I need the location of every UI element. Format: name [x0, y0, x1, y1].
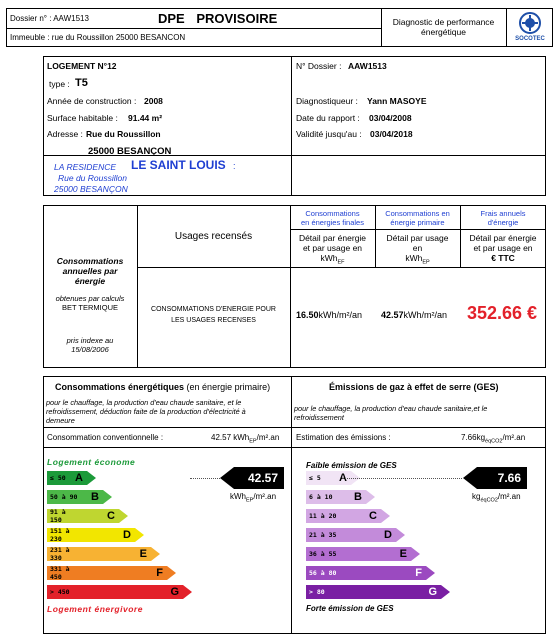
- ges-value-unit-rest: /m².an: [497, 492, 521, 501]
- logo-text: SOCOTEC: [515, 36, 545, 42]
- energie-bar-c: [47, 509, 119, 523]
- ges-range-b: 6 à 10: [309, 493, 333, 501]
- energie-bar-b: [47, 490, 103, 504]
- ges-bar-tip-b: [366, 490, 375, 504]
- energie-desc-1: pour le chauffage, la production d'eau chaude sanitaire, et le: [46, 398, 242, 407]
- ges-desc-1: pour le chauffage, la production d'eau chaude sanitaire,et le: [294, 404, 488, 413]
- energie-bar-tip-b: [103, 490, 112, 504]
- conso-left-title-1: Consommations: [56, 256, 124, 266]
- val-finales-num: 16.50: [296, 310, 319, 320]
- energie-value-leader: [190, 478, 220, 479]
- header-dossier: Dossier n° : AAW1513: [10, 14, 89, 23]
- col1-sub-3-sub: EF: [337, 259, 345, 266]
- col2-sub-3-sub: EP: [422, 259, 430, 266]
- energie-value-unit-main: kWh: [230, 492, 246, 501]
- ges-bar-tip-f: [426, 566, 435, 580]
- ges-bottom-label: Forte émission de GES: [306, 604, 394, 613]
- header-vdivider-2: [506, 8, 507, 47]
- usages-header: Usages recensés: [174, 231, 253, 242]
- col3-sub-2: et par usage en: [473, 243, 533, 253]
- ges-bar-e: [306, 547, 411, 561]
- energie-value-unit: [230, 492, 276, 504]
- val-finales: [296, 310, 362, 320]
- energie-bar-tip-a: [87, 471, 96, 485]
- ges-desc-2: refroidissement: [294, 413, 344, 422]
- residence-street: Rue du Roussillon: [58, 173, 127, 183]
- ges-range-g: > 80: [309, 588, 325, 596]
- ges-letter-e: E: [399, 548, 407, 560]
- col3-head-1: Frais annuels: [480, 209, 526, 218]
- conso-left-sub-2: BET TERMIQUE: [62, 303, 118, 312]
- ges-bar-tip-c: [381, 509, 390, 523]
- ges-top-label: Faible émission de GES: [306, 461, 397, 470]
- usages-text-1: CONSOMMATIONS D'ENERGIE POUR: [151, 306, 276, 313]
- ges-est-unit: /m².an: [502, 433, 526, 442]
- ges-range-e: 36 à 55: [309, 550, 337, 558]
- col2-sub-3-unit: kWh: [405, 253, 423, 263]
- col2-head-1: Consommations en: [385, 209, 450, 218]
- ges-bar-tip-g: [441, 585, 450, 599]
- val-primaire-unit: kWh/m²/an: [403, 310, 448, 320]
- energie-top-label: Logement économe: [47, 457, 136, 467]
- col3-sub-3: € TTC: [491, 253, 515, 263]
- type-label: type :: [49, 79, 70, 89]
- ges-letter-a: A: [339, 472, 347, 484]
- energie-bar-e: [47, 547, 151, 561]
- energie-range-d: 151 à 230: [50, 527, 70, 543]
- energie-bar-tip-d: [135, 528, 144, 542]
- col1-sub-3: [290, 253, 375, 266]
- ges-range-c: 11 à 20: [309, 512, 337, 520]
- energie-conv-value: [211, 433, 279, 445]
- energie-range-c: 91 à 150: [50, 508, 66, 524]
- col2-sub-1: Détail par usage: [386, 233, 449, 243]
- energie-bar-tip-g: [183, 585, 192, 599]
- energie-conv-sub: EP: [249, 438, 257, 445]
- col2-sub-2: en: [412, 243, 423, 253]
- header-title: DPE PROVISOIRE: [158, 11, 278, 26]
- energie-desc-3: demeure: [46, 416, 75, 425]
- ville: 25000 BESANÇON: [88, 146, 172, 157]
- conso-left-title-3: énergie: [74, 276, 106, 286]
- col1-sub-1: Détail par énergie: [298, 233, 367, 243]
- energie-range-e: 231 à 330: [50, 546, 70, 562]
- ges-value-unit-sub: éqCO2: [480, 497, 498, 504]
- dossier-label: N° Dossier :: [296, 61, 342, 71]
- diagnostiqueur-value: Yann MASOYE: [367, 96, 427, 106]
- ges-letter-f: F: [415, 567, 422, 579]
- dossier-value: AAW1513: [348, 61, 387, 71]
- energie-conv-unit: /m².an: [256, 433, 280, 442]
- energie-bar-a: [47, 471, 87, 485]
- ges-bar-c: [306, 509, 381, 523]
- labels-hdiv-2: [43, 447, 546, 448]
- labels-vdiv: [291, 376, 292, 634]
- energie-bar-f: [47, 566, 167, 580]
- energie-value-unit-rest: /m².an: [253, 492, 277, 501]
- energie-value-unit-sub: EP: [246, 497, 254, 504]
- ges-letter-g: G: [428, 586, 437, 598]
- energie-letter-e: E: [139, 548, 147, 560]
- energie-letter-d: D: [123, 529, 131, 541]
- energie-letter-a: A: [75, 472, 83, 484]
- header-diag-title-2: énergétique: [421, 27, 466, 37]
- energie-conv-num: 42.57 kWh: [211, 433, 250, 442]
- col1-head-2: en énergies finales: [301, 218, 364, 227]
- annee-label: Année de construction :: [47, 96, 137, 106]
- col2-sub-3: [375, 253, 460, 266]
- ges-title: Émissions de gaz à effet de serre (GES): [329, 382, 499, 392]
- ges-bar-d: [306, 528, 396, 542]
- energie-letter-c: C: [107, 510, 115, 522]
- energie-letter-f: F: [156, 567, 163, 579]
- energie-title: [55, 382, 270, 392]
- ges-letter-d: D: [384, 529, 392, 541]
- energie-range-f: 331 à 450: [50, 565, 70, 581]
- validite-label: Validité jusqu'au :: [296, 129, 362, 139]
- conso-vdiv-1: [137, 205, 138, 368]
- energie-range-g: > 450: [50, 588, 70, 596]
- conso-hdiv-2: [137, 267, 546, 268]
- energie-bar-tip-f: [167, 566, 176, 580]
- ges-bar-f: [306, 566, 426, 580]
- ges-range-f: 56 à 80: [309, 569, 337, 577]
- val-primaire: [381, 310, 447, 320]
- adresse-label: Adresse :: [47, 129, 83, 139]
- ges-est-num: 7.66kg: [461, 433, 486, 442]
- ges-value-unit: [472, 492, 521, 504]
- labels-hdiv-1: [43, 427, 546, 428]
- residence-colon: :: [233, 161, 236, 171]
- col1-sub-2: et par usage en: [302, 243, 363, 253]
- val-primaire-num: 42.57: [381, 310, 404, 320]
- col3-sub-1: Détail par énergie: [469, 233, 537, 243]
- ges-value-leader: [342, 478, 462, 479]
- col1-sub-3-unit: kWh: [320, 253, 338, 263]
- conso-left-sub-1: obtenues par calculs: [55, 294, 125, 303]
- energie-value-arrow: [220, 467, 234, 489]
- residence-prefix: LA RESIDENCE: [54, 162, 117, 172]
- energie-letter-g: G: [170, 586, 179, 598]
- energie-conv-label: Consommation conventionnelle :: [47, 433, 164, 442]
- usages-text-2: LES USAGES RECENSES: [171, 317, 256, 324]
- ges-range-a: ≤ 5: [309, 474, 321, 482]
- diagnostiqueur-label: Diagnostiqueur :: [296, 96, 358, 106]
- ges-value-unit-main: kg: [472, 492, 481, 501]
- residence-city: 25000 BESANÇON: [54, 184, 128, 194]
- col3-head-2: d'énergie: [487, 218, 519, 227]
- header-immeuble: Immeuble : rue du Roussillon 25000 BESANCON: [10, 33, 186, 42]
- ges-bar-b: [306, 490, 366, 504]
- adresse-value: Rue du Roussillon: [86, 129, 161, 139]
- energie-value-badge: 42.57: [234, 467, 284, 489]
- col2-head-2: énergie primaire: [390, 218, 445, 227]
- ges-bar-g: [306, 585, 441, 599]
- header-divider: [6, 28, 381, 29]
- logement-number: LOGEMENT N°12: [47, 61, 117, 71]
- energie-desc-2: refroidissement, déduction faite de la production d'électricité à: [46, 407, 246, 416]
- ges-est-value: [461, 433, 525, 445]
- val-frais: 352.66 €: [467, 303, 538, 323]
- energie-title-bold: Consommations énergétiques: [55, 382, 185, 392]
- energie-range-a: ≤ 50: [50, 474, 66, 482]
- ges-est-sub: éqCO2: [485, 438, 503, 445]
- annee-value: 2008: [144, 96, 163, 106]
- ges-letter-c: C: [369, 510, 377, 522]
- conso-hdiv-1: [290, 229, 546, 230]
- validite-value: 03/04/2018: [370, 129, 413, 139]
- energie-range-b: 50 à 90: [50, 493, 78, 501]
- ges-value-badge: 7.66: [477, 467, 527, 489]
- energie-letter-b: B: [91, 491, 99, 503]
- surface-label: Surface habitable :: [47, 113, 118, 123]
- info-vdivider: [291, 56, 292, 196]
- energie-title-rest: (en énergie primaire): [186, 382, 271, 392]
- ges-value-arrow: [463, 467, 477, 489]
- surface-value: 91.44 m²: [128, 113, 163, 123]
- socotec-logo: [510, 9, 550, 46]
- energie-bar-tip-c: [119, 509, 128, 523]
- conso-left-title-2: annuelles par: [62, 266, 118, 276]
- energie-bottom-label: Logement énergivore: [47, 604, 143, 614]
- energie-bar-tip-e: [151, 547, 160, 561]
- type-value: T5: [75, 77, 88, 89]
- date-value: 03/04/2008: [369, 113, 412, 123]
- energie-bar-d: [47, 528, 135, 542]
- residence-name: LE SAINT LOUIS: [131, 158, 226, 172]
- energie-bar-g: [47, 585, 183, 599]
- header-diag-title-1: Diagnostic de performance: [392, 17, 495, 27]
- ges-range-d: 21 à 35: [309, 531, 337, 539]
- ges-bar-tip-d: [396, 528, 405, 542]
- ges-bar-tip-e: [411, 547, 420, 561]
- col1-head-1: Consommations: [305, 209, 360, 218]
- val-finales-unit: kWh/m²/an: [318, 310, 363, 320]
- ges-est-label: Estimation des émissions :: [296, 433, 391, 442]
- ges-letter-b: B: [354, 491, 362, 503]
- date-label: Date du rapport :: [296, 113, 360, 123]
- conso-left-sub-3: pris indexe au: [66, 336, 114, 345]
- conso-left-sub-4: 15/08/2006: [71, 345, 109, 354]
